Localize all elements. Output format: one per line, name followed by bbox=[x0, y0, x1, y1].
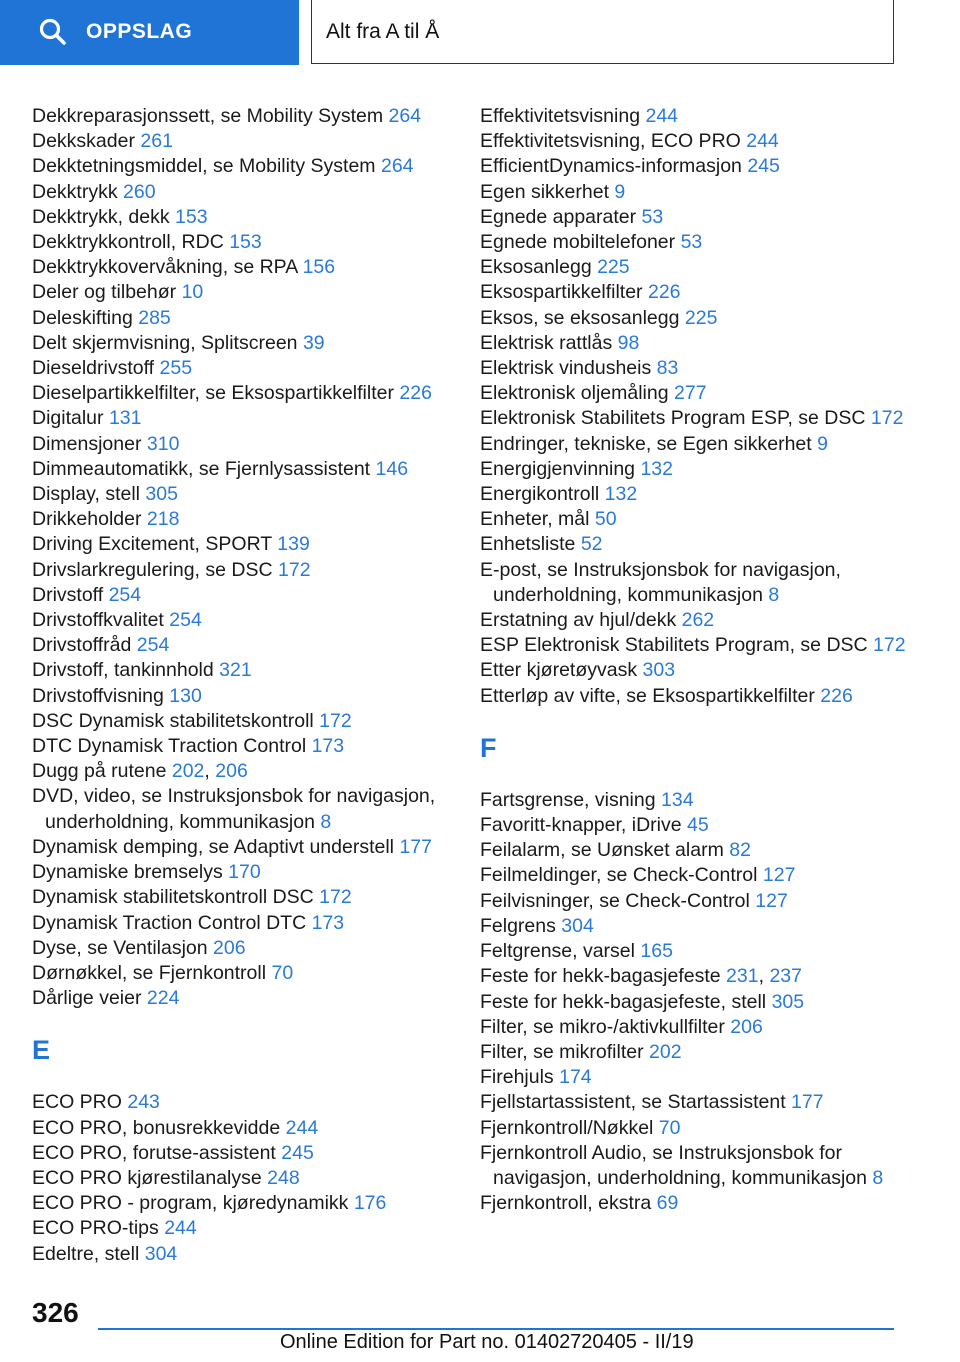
index-entry-term: Dekkskader bbox=[32, 130, 141, 153]
page-reference-link[interactable]: 244 bbox=[645, 105, 679, 127]
page-reference-link[interactable]: 70 bbox=[658, 1116, 681, 1139]
page-reference-link[interactable]: 165 bbox=[640, 940, 673, 963]
index-entry bbox=[480, 381, 920, 406]
index-entry-term: Energikontroll bbox=[480, 483, 605, 506]
page-reference-link[interactable]: 53 bbox=[680, 231, 703, 254]
index-entry-term: Dekktrykk, dekk bbox=[32, 205, 176, 228]
index-entry bbox=[480, 230, 920, 255]
index-entry bbox=[32, 1141, 462, 1166]
index-entry-term: Erstatning av hjul/dekk bbox=[480, 609, 682, 632]
index-entry-term: Deler og tilbehør bbox=[32, 281, 182, 304]
index-entry-term: Dekktrykk bbox=[32, 180, 124, 203]
index-letter-heading: E bbox=[32, 1035, 51, 1066]
index-entry bbox=[32, 205, 462, 230]
index-entry bbox=[480, 1116, 920, 1141]
page-reference-link[interactable]: 176 bbox=[353, 1192, 387, 1215]
page-reference-link[interactable]: 172 bbox=[319, 886, 352, 909]
index-entry bbox=[32, 835, 462, 860]
page-reference-link[interactable]: 206 bbox=[730, 1015, 763, 1038]
page-reference-link[interactable]: 277 bbox=[674, 382, 707, 405]
index-entry-term: Drivstoffkvalitet bbox=[32, 609, 170, 632]
index-entry-term: Digitalur bbox=[32, 407, 109, 430]
page-reference-link[interactable]: 53 bbox=[641, 205, 664, 228]
index-entry bbox=[480, 558, 920, 608]
index-entry bbox=[32, 1090, 462, 1115]
edition-text: Online Edition for Part no. 01402720405 - II/19 bbox=[280, 1331, 694, 1353]
index-entry-term: DVD, video, se Instruksjonsbok for navigasjon, underholdning, kommunikasjon bbox=[32, 785, 436, 833]
index-entry bbox=[480, 1040, 920, 1065]
index-entry-term: Feilalarm, se Uønsket alarm bbox=[480, 839, 730, 862]
index-entry-term: Dekkreparasjonssett, se Mobility System bbox=[32, 105, 389, 127]
section-title: Alt fra A til Å bbox=[326, 20, 440, 43]
index-entry-term: DSC Dynamisk stabilitetskontroll bbox=[32, 709, 320, 732]
page-reference-link[interactable]: 261 bbox=[140, 130, 173, 153]
index-entry-term: Eksospartikkelfilter bbox=[480, 281, 648, 304]
index-entry bbox=[480, 331, 920, 356]
page-reference-link[interactable]: 10 bbox=[181, 281, 204, 304]
index-entry bbox=[32, 507, 462, 532]
index-entry-term: Dugg på rutene bbox=[32, 760, 172, 783]
index-entry bbox=[32, 381, 462, 406]
index-entry bbox=[480, 482, 920, 507]
index-entry-term: E-post, se Instruksjonsbok for navigasjon, underholdning, kommunikasjon bbox=[480, 558, 841, 606]
index-entry bbox=[32, 911, 462, 936]
index-entry-term: Favoritt-knapper, iDrive bbox=[480, 814, 687, 837]
page-reference-link[interactable]: 172 bbox=[278, 558, 311, 581]
index-entry-term: Drikkeholder bbox=[32, 508, 147, 531]
index-entry bbox=[32, 1166, 462, 1191]
page-reference-link[interactable]: 177 bbox=[791, 1091, 824, 1114]
index-entry bbox=[32, 1216, 462, 1241]
page-reference-link[interactable]: 264 bbox=[380, 155, 414, 178]
page-reference-link[interactable]: 226 bbox=[647, 281, 681, 304]
page-reference-link[interactable]: 218 bbox=[146, 508, 180, 531]
page-reference-link[interactable]: 127 bbox=[755, 889, 788, 912]
page-reference-link[interactable]: 50 bbox=[594, 508, 617, 531]
page-reference-link[interactable]: 248 bbox=[267, 1166, 300, 1189]
page-reference-link[interactable]: 305 bbox=[771, 990, 805, 1013]
index-entry-term: ECO PRO bbox=[32, 1091, 128, 1114]
index-entry bbox=[32, 558, 462, 583]
index-entry bbox=[480, 406, 920, 431]
page-reference-link[interactable]: 132 bbox=[640, 457, 673, 480]
index-entry-term: Deleskifting bbox=[32, 306, 139, 329]
index-entry bbox=[480, 1015, 920, 1040]
index-entry-term: Dyse, se Ventilasjon bbox=[32, 936, 214, 959]
index-entry bbox=[480, 813, 920, 838]
index-entry bbox=[32, 306, 462, 331]
index-entry: Dugg på rutene 202, 206 bbox=[32, 760, 248, 783]
page-reference-link[interactable]: 321 bbox=[219, 659, 252, 682]
index-entry bbox=[480, 1090, 920, 1115]
index-entry bbox=[32, 860, 462, 885]
page-reference-link[interactable]: 254 bbox=[136, 634, 170, 657]
index-entry bbox=[480, 658, 920, 683]
page-reference-link[interactable]: 9 bbox=[614, 180, 626, 203]
index-entry bbox=[32, 784, 462, 834]
index-entry bbox=[32, 432, 462, 457]
page-reference-link[interactable]: 237 bbox=[769, 965, 802, 988]
index-entry bbox=[32, 961, 462, 986]
index-entry-term: Dekktrykkontroll, RDC bbox=[32, 231, 230, 254]
index-entry-term: Energigjenvinning bbox=[480, 457, 641, 480]
index-entry-term: Dieseldrivstoff bbox=[32, 357, 160, 380]
page-reference-link[interactable]: 173 bbox=[311, 735, 345, 758]
index-entry-term: Drivslarkregulering, se DSC bbox=[32, 558, 278, 581]
index-entry-term: Egnede apparater bbox=[480, 205, 642, 228]
page-number: 326 bbox=[32, 1297, 79, 1328]
index-entry bbox=[32, 608, 462, 633]
index-entry-term: Dynamiske bremselys bbox=[32, 861, 229, 884]
page-reference-link[interactable]: 8 bbox=[320, 810, 332, 833]
page-reference-link[interactable]: 264 bbox=[388, 105, 422, 127]
index-entry-term: Dynamisk stabilitetskontroll DSC bbox=[32, 886, 320, 909]
index-entry-term: Drivstoffvisning bbox=[32, 684, 170, 707]
page-reference-link[interactable]: 173 bbox=[311, 911, 345, 934]
index-entry-term: Driving Excitement, SPORT bbox=[32, 533, 278, 556]
index-entry-term: Drivstoff bbox=[32, 583, 109, 606]
page-reference-link[interactable]: 134 bbox=[661, 788, 694, 811]
index-entry bbox=[480, 608, 920, 633]
index-entry bbox=[32, 129, 462, 154]
page-reference-link[interactable]: 225 bbox=[684, 306, 718, 329]
index-entry-term: Feilmeldinger, se Check-Control bbox=[480, 864, 763, 887]
index-entry bbox=[480, 154, 920, 179]
index-entry-term: ECO PRO - program, kjøredynamikk bbox=[32, 1192, 354, 1215]
index-entry-term: Edeltre, stell bbox=[32, 1242, 145, 1265]
index-entry bbox=[480, 838, 920, 863]
index-entry-term: Dynamisk Traction Control DTC bbox=[32, 911, 312, 934]
index-entry-term: Egnede mobiltelefoner bbox=[480, 231, 681, 254]
page-reference-link[interactable]: 52 bbox=[580, 533, 603, 556]
page-reference-link[interactable]: 303 bbox=[642, 659, 676, 682]
index-entry-term: Eksos, se eksosanlegg bbox=[480, 306, 685, 329]
index-entry bbox=[32, 331, 462, 356]
index-entry-term: Dårlige veier bbox=[32, 987, 147, 1010]
index-entry-term: Dieselpartikkelfilter, se Eksospartikkelfilter bbox=[32, 382, 400, 405]
page-reference-link[interactable]: 225 bbox=[597, 256, 630, 279]
page-reference-link[interactable]: 45 bbox=[687, 814, 709, 837]
index-entry bbox=[480, 684, 920, 709]
index-entry-term: Etterløp av vifte, se Eksospartikkelfilter bbox=[480, 684, 821, 707]
footer-divider bbox=[98, 1328, 894, 1330]
search-button-label: OPPSLAG bbox=[86, 20, 193, 43]
index-entry-term: Fartsgrense, visning bbox=[480, 788, 661, 811]
index-entry-term: Feltgrense, varsel bbox=[480, 940, 641, 963]
index-entry-term: Filter, se mikro-/aktivkullfilter bbox=[480, 1015, 731, 1038]
page-reference-link[interactable]: 98 bbox=[617, 331, 640, 354]
page-reference-link[interactable]: 130 bbox=[169, 684, 202, 707]
page-reference-link[interactable]: 226 bbox=[820, 684, 853, 707]
index-entry bbox=[480, 457, 920, 482]
page-reference-link[interactable]: 8 bbox=[872, 1166, 884, 1189]
index-entry-term: Elektrisk vindusheis bbox=[480, 357, 657, 380]
index-entry-term: Dørnøkkel, se Fjernkontroll bbox=[32, 961, 272, 984]
index-entry bbox=[480, 1141, 920, 1191]
index-entry-term: Firehjuls bbox=[480, 1066, 560, 1089]
index-entry-term: Filter, se mikrofilter bbox=[480, 1040, 650, 1063]
index-entry bbox=[480, 863, 920, 888]
index-entry bbox=[480, 633, 920, 658]
index-entry bbox=[480, 280, 920, 305]
index-entry bbox=[32, 658, 462, 683]
index-entry bbox=[32, 406, 462, 431]
index-entry-term: Dynamisk demping, se Adaptivt understell bbox=[32, 835, 400, 858]
index-entry-term: Eksosanlegg bbox=[480, 256, 598, 279]
index-entry-term: Effektivitetsvisning bbox=[480, 105, 646, 127]
index-entry-term: Delt skjermvisning, Splitscreen bbox=[32, 331, 303, 354]
index-entry bbox=[480, 507, 920, 532]
page-reference-link[interactable]: 127 bbox=[762, 864, 796, 887]
index-entry-term: Dimensjoner bbox=[32, 432, 147, 455]
index-entry-term: EfficientDynamics-informasjon bbox=[480, 155, 748, 178]
page-reference-link[interactable]: 245 bbox=[747, 155, 780, 178]
index-entry bbox=[32, 709, 462, 734]
index-entry bbox=[32, 684, 462, 709]
page-reference-link[interactable]: 153 bbox=[175, 205, 208, 228]
page-reference-link[interactable]: 206 bbox=[215, 760, 248, 783]
page-reference-link[interactable]: 260 bbox=[123, 180, 156, 203]
index-entry bbox=[32, 230, 462, 255]
index-entry bbox=[32, 482, 462, 507]
page-reference-link[interactable]: 304 bbox=[561, 914, 594, 937]
index-entry bbox=[32, 532, 462, 557]
page-reference-link[interactable]: 172 bbox=[873, 634, 906, 657]
index-entry bbox=[480, 990, 920, 1015]
index-entry bbox=[32, 104, 462, 129]
page-reference-link[interactable]: 39 bbox=[302, 331, 325, 354]
index-entry-term: Egen sikkerhet bbox=[480, 180, 615, 203]
index-entry-term: DTC Dynamisk Traction Control bbox=[32, 735, 312, 758]
index-entry-term: Fjernkontroll Audio, se Instruksjonsbok for navigasjon, underholdning, kommunikasjon bbox=[480, 1141, 873, 1189]
search-button[interactable] bbox=[0, 0, 299, 65]
page-reference-link[interactable]: 82 bbox=[729, 839, 751, 862]
index-entry-term: Endringer, tekniske, se Egen sikkerhet bbox=[480, 432, 818, 455]
index-entry-term: Etter kjøretøyvask bbox=[480, 659, 643, 682]
index-entry-term: Elektronisk Stabilitets Program ESP, se DSC bbox=[480, 407, 871, 430]
index-entry-term: Fjellstartassistent, se Startassistent bbox=[480, 1091, 792, 1114]
index-entry bbox=[32, 1116, 462, 1141]
section-title-box bbox=[311, 0, 894, 64]
index-entry bbox=[32, 583, 462, 608]
index-entry-term: Fjernkontroll/Nøkkel bbox=[480, 1116, 659, 1139]
page-reference-link[interactable]: 170 bbox=[228, 861, 261, 884]
index-entry bbox=[480, 255, 920, 280]
header-bar bbox=[0, 0, 960, 66]
page-reference-link[interactable]: 243 bbox=[127, 1091, 160, 1114]
page-reference-link[interactable]: 8 bbox=[768, 583, 780, 606]
index-entry-term: Feilvisninger, se Check-Control bbox=[480, 889, 756, 912]
page-reference-link[interactable]: 244 bbox=[746, 130, 779, 153]
index-column-left bbox=[32, 104, 462, 1267]
page-reference-link[interactable]: 69 bbox=[656, 1192, 679, 1215]
index-entry-term: Elektronisk oljemåling bbox=[480, 382, 675, 405]
page-reference-link[interactable]: 224 bbox=[146, 987, 180, 1010]
page-reference-link[interactable]: 70 bbox=[271, 961, 294, 984]
index-entry-term: Enhetsliste bbox=[480, 533, 581, 556]
index-entry bbox=[480, 306, 920, 331]
page-reference-link[interactable]: 226 bbox=[399, 382, 432, 405]
page-reference-link[interactable]: 132 bbox=[604, 483, 638, 506]
index-entry bbox=[32, 1242, 462, 1267]
index-entry bbox=[480, 356, 920, 381]
index-entry bbox=[480, 788, 920, 813]
page-reference-link[interactable]: 202 bbox=[171, 760, 205, 783]
index-entry bbox=[32, 180, 462, 205]
index-entry bbox=[32, 885, 462, 910]
index-entry-term: Enheter, mål bbox=[480, 508, 595, 531]
page-reference-link[interactable]: 231 bbox=[726, 965, 759, 988]
page-reference-link[interactable]: 202 bbox=[649, 1040, 682, 1063]
index-entry-term: Drivstoff, tankinnhold bbox=[32, 659, 220, 682]
index-entry-term: Elektrisk rattlås bbox=[480, 331, 618, 354]
index-entry bbox=[32, 734, 462, 759]
page-reference-link[interactable]: 172 bbox=[319, 709, 352, 732]
index-entry-term: Drivstoffråd bbox=[32, 634, 137, 657]
index-entry-term: Feste for hekk-bagasjefeste, stell bbox=[480, 990, 772, 1013]
page-reference-link[interactable]: 153 bbox=[229, 231, 262, 254]
page-reference-link[interactable]: 245 bbox=[281, 1141, 314, 1164]
index-entry bbox=[32, 356, 462, 381]
page-reference-link[interactable]: 9 bbox=[817, 432, 828, 455]
index-entry: Feste for hekk-bagasjefeste 231, 237 bbox=[480, 965, 802, 988]
index-entry-term: Dimmeautomatikk, se Fjernlysassistent bbox=[32, 457, 376, 480]
page-reference-link[interactable]: 244 bbox=[164, 1217, 197, 1240]
page-reference-link[interactable]: 262 bbox=[681, 609, 715, 632]
index-entry bbox=[480, 205, 920, 230]
page-reference-link[interactable]: 244 bbox=[285, 1116, 319, 1139]
page-reference-link[interactable]: 177 bbox=[399, 835, 432, 858]
page-reference-link[interactable]: 285 bbox=[138, 306, 171, 329]
index-entry bbox=[480, 532, 920, 557]
index-entry-term: Fjernkontroll, ekstra bbox=[480, 1192, 657, 1215]
page-reference-link[interactable]: 304 bbox=[144, 1242, 178, 1265]
index-column-right bbox=[480, 104, 920, 1216]
index-entry bbox=[32, 1191, 462, 1216]
page-reference-link[interactable]: 131 bbox=[108, 407, 142, 430]
index-entry-term: ESP Elektronisk Stabilitets Program, se DSC bbox=[480, 634, 874, 657]
index-entry bbox=[32, 986, 462, 1011]
index-entry bbox=[32, 255, 462, 280]
index-letter-heading: F bbox=[480, 732, 497, 763]
index-entry bbox=[32, 457, 462, 482]
index-entry bbox=[480, 432, 920, 457]
index-entry bbox=[480, 1191, 920, 1216]
index-entry-term: ECO PRO-tips bbox=[32, 1217, 165, 1240]
page-reference-link[interactable]: 310 bbox=[146, 432, 180, 455]
page-reference-link[interactable]: 146 bbox=[375, 457, 409, 480]
index-entry bbox=[480, 939, 920, 964]
index-entry bbox=[480, 914, 920, 939]
page-reference-link[interactable]: 254 bbox=[169, 609, 202, 632]
index-entry-term: Felgrens bbox=[480, 914, 562, 937]
index-entry bbox=[32, 154, 462, 179]
page-reference-link[interactable]: 305 bbox=[145, 483, 178, 506]
index-entry bbox=[480, 889, 920, 914]
index-entry-term: ECO PRO kjørestilanalyse bbox=[32, 1166, 268, 1189]
index-entry-term: Dekktrykkovervåkning, se RPA bbox=[32, 256, 303, 279]
index-entry-term: ECO PRO, forutse-assistent bbox=[32, 1141, 282, 1164]
page-reference-link[interactable]: 254 bbox=[108, 583, 142, 606]
index-entry bbox=[480, 180, 920, 205]
index-entry-term: Dekktetningsmiddel, se Mobility System bbox=[32, 155, 381, 178]
page-reference-link[interactable]: 174 bbox=[559, 1066, 592, 1089]
index-entry bbox=[480, 104, 920, 129]
page-reference-link[interactable]: 172 bbox=[870, 407, 904, 430]
page-reference-link[interactable]: 255 bbox=[159, 357, 193, 380]
search-icon bbox=[38, 17, 68, 47]
page-reference-link[interactable]: 156 bbox=[302, 256, 336, 279]
index-entry-term: Display, stell bbox=[32, 483, 146, 506]
index-entry-term: ECO PRO, bonusrekkevidde bbox=[32, 1116, 286, 1139]
index-entry bbox=[480, 1065, 920, 1090]
index-entry bbox=[32, 633, 462, 658]
index-entry-term: Feste for hekk-bagasjefeste bbox=[480, 965, 727, 988]
page-reference-link[interactable]: 139 bbox=[277, 533, 310, 556]
index-entry bbox=[32, 936, 462, 961]
index-entry bbox=[32, 280, 462, 305]
page-reference-link[interactable]: 83 bbox=[656, 357, 679, 380]
index-entry bbox=[480, 129, 920, 154]
index-entry-term: Effektivitetsvisning, ECO PRO bbox=[480, 130, 747, 153]
page-reference-link[interactable]: 206 bbox=[213, 936, 246, 959]
